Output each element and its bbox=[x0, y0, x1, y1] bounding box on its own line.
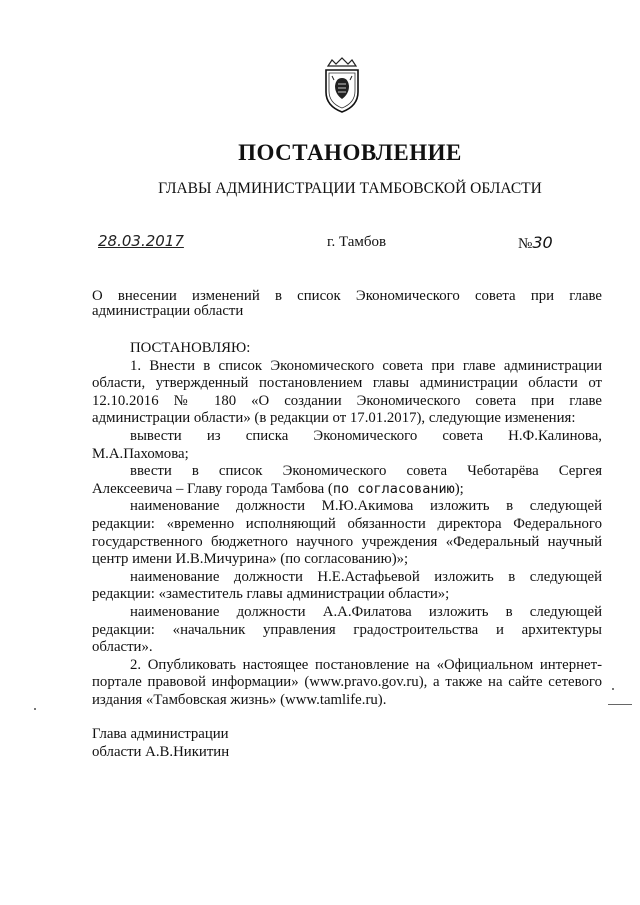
tambov-region-coat-of-arms-icon bbox=[318, 56, 366, 114]
paragraph-3-text-a: Алексеевича – Главу города Тамбова ( bbox=[92, 480, 333, 497]
paragraph-1-line-2: области, утвержденный постановлением главы администрации области от bbox=[92, 375, 602, 392]
subject-line-1: О внесении изменений в список Экономического совета при главе bbox=[92, 288, 602, 304]
document-date: 28.03.2017 bbox=[98, 232, 184, 250]
paragraph-5-line-2: редакции: «заместитель главы администрации области»; bbox=[92, 586, 450, 603]
number-label: № bbox=[518, 236, 533, 252]
document-body bbox=[92, 340, 602, 709]
document-title: ПОСТАНОВЛЕНИЕ bbox=[238, 140, 462, 165]
paragraph-6-line-3: области». bbox=[92, 639, 153, 656]
decree-word: ПОСТАНОВЛЯЮ: bbox=[130, 340, 251, 356]
number-value: 30 bbox=[532, 233, 553, 252]
paragraph-7-line-3: издания «Тамбовская жизнь» (www.tamlife.ru). bbox=[92, 691, 387, 708]
paragraph-7-line-1: 2. Опубликовать настоящее постановление на «Официальном интернет- bbox=[130, 656, 602, 673]
document-number bbox=[518, 233, 553, 253]
paragraph-6-line-1: наименование должности А.А.Филатова изложить в следующей bbox=[130, 603, 602, 620]
paragraph-4-line-2: редакции: «временно исполняющий обязанности директора Федерального bbox=[92, 515, 602, 532]
paragraph-5-line-1: наименование должности Н.Е.Астафьевой изложить в следующей bbox=[130, 568, 602, 585]
subject-line-2: администрации области bbox=[92, 303, 244, 319]
document-subtitle: ГЛАВЫ АДМИНИСТРАЦИИ ТАМБОВСКОЙ ОБЛАСТИ bbox=[158, 180, 542, 197]
paragraph-4-line-3: государственного бюджетного научного учреждения «Федеральный научный bbox=[92, 533, 602, 550]
paragraph-3-line-2 bbox=[92, 481, 602, 499]
scan-artifact-line bbox=[608, 704, 632, 705]
paragraph-1-line-4: администрации области» (в редакции от 17.01.2017), следующие изменения: bbox=[92, 410, 576, 427]
paragraph-3-line-1: ввести в список Экономического совета Чеботарёва Сергея bbox=[130, 463, 602, 480]
signature-line-2: области А.В.Никитин bbox=[92, 743, 230, 760]
paragraph-3-text-b: ); bbox=[454, 480, 464, 497]
paragraph-4-line-1: наименование должности М.Ю.Акимова изложить в следующей bbox=[130, 498, 602, 515]
paragraph-2-line-1: вывести из списка Экономического совета Н.Ф.Калинова, bbox=[130, 427, 602, 444]
paragraph-2-line-2: М.А.Пахомова; bbox=[92, 445, 189, 462]
paragraph-1-line-1: 1. Внести в список Экономического совета при главе администрации bbox=[130, 357, 602, 374]
paragraph-6-line-2: редакции: «начальник управления градостроительства и архитектуры bbox=[92, 621, 602, 638]
paragraph-4-line-4: центр имени И.В.Мичурина» (по согласованию)»; bbox=[92, 551, 409, 568]
scan-artifact-dot bbox=[34, 708, 36, 710]
signature-line-1: Глава администрации bbox=[92, 726, 229, 742]
signature-block bbox=[92, 726, 229, 761]
paragraph-1-line-3: 12.10.2016 № 180 «О создании Экономического совета при главе bbox=[92, 392, 602, 409]
document-city: г. Тамбов bbox=[327, 234, 387, 250]
approval-stamp-text: по согласованию bbox=[332, 480, 455, 497]
scan-artifact-dot bbox=[612, 688, 614, 690]
paragraph-7-line-2: портале правовой информации» (www.pravo.gov.ru), а также на сайте сетевого bbox=[92, 674, 602, 691]
document-subject bbox=[92, 289, 602, 319]
